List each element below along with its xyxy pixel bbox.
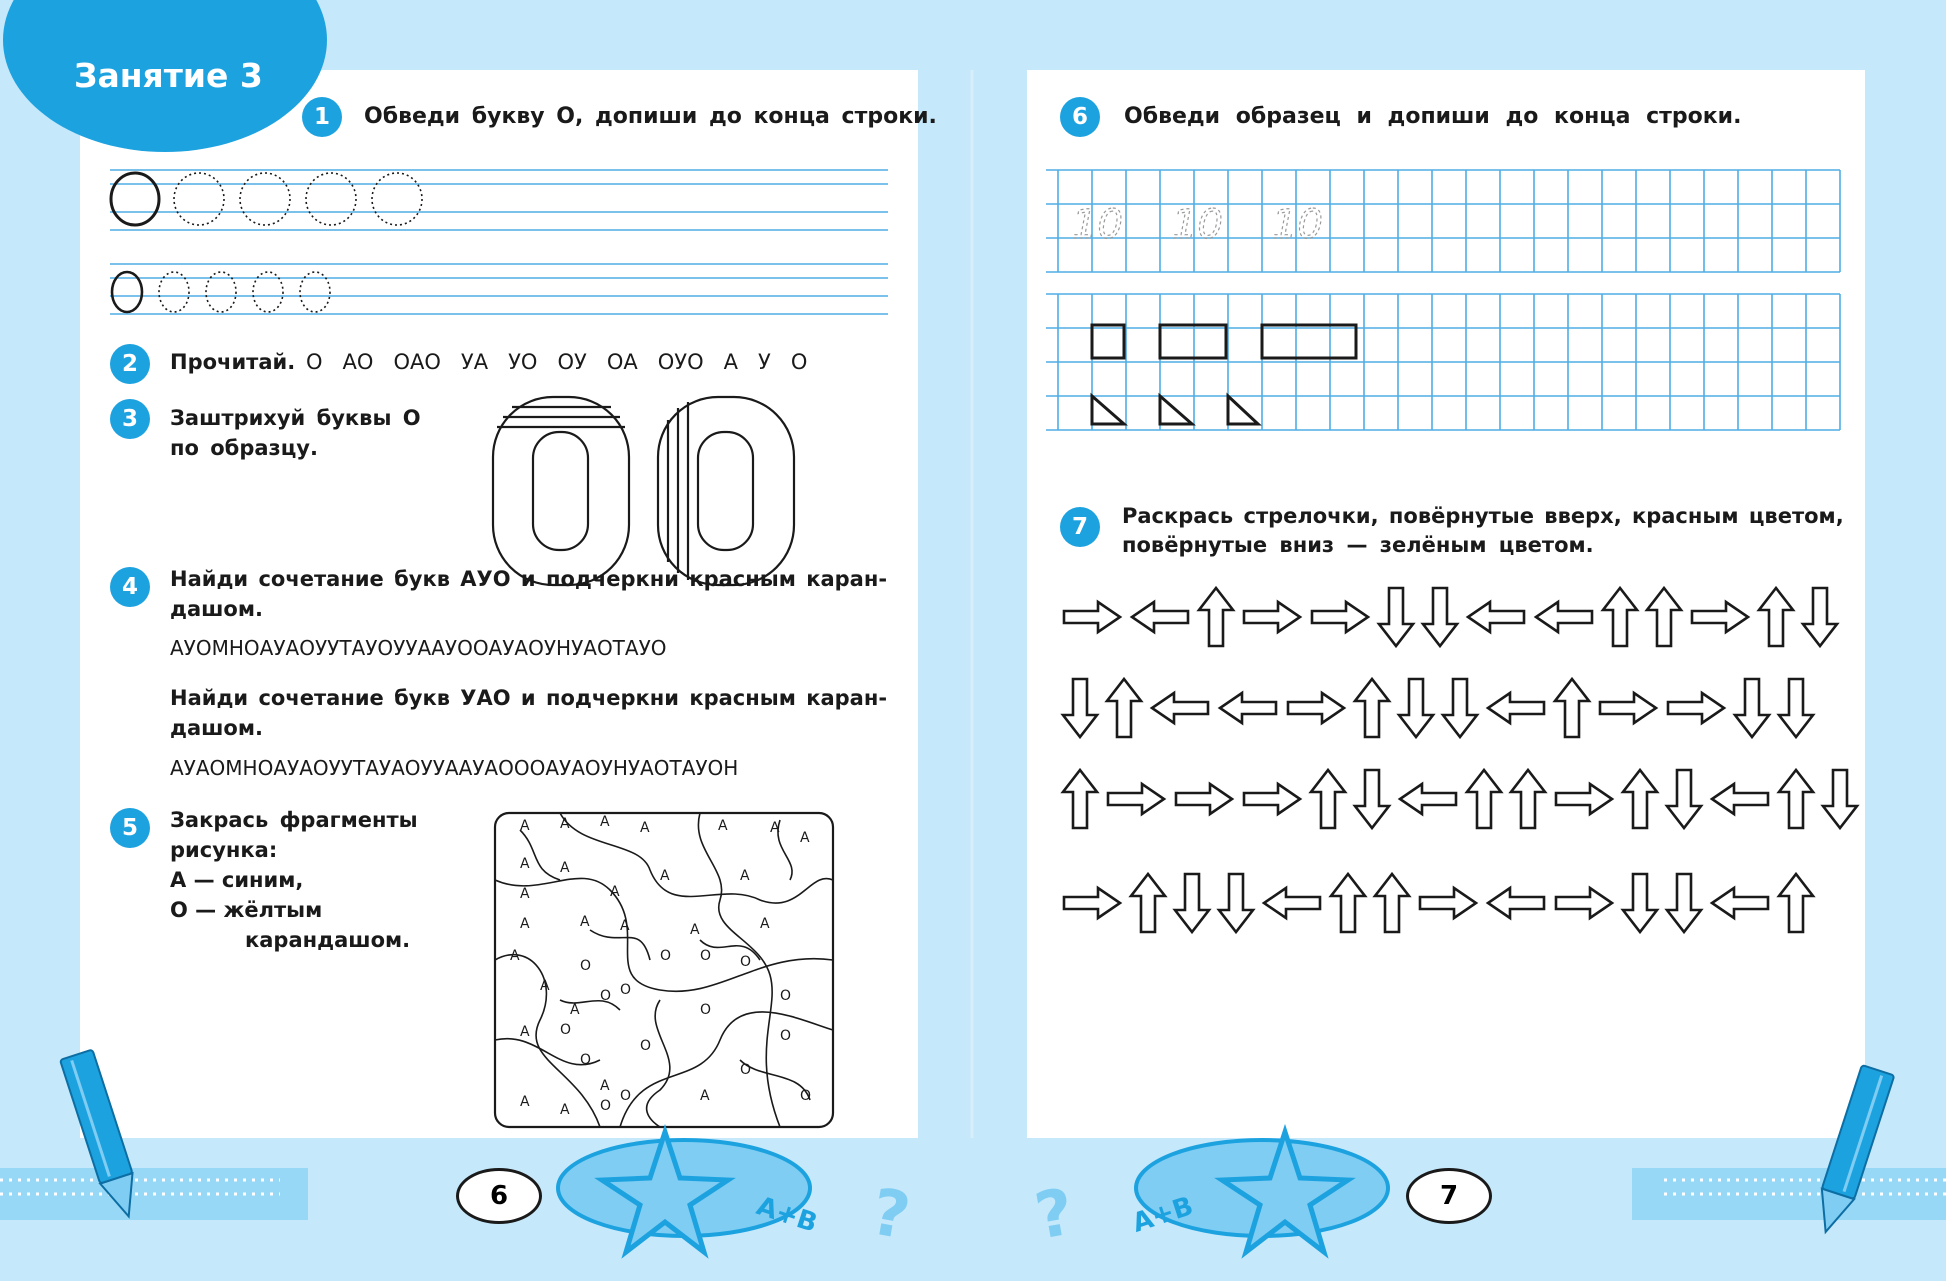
- picture-letter: О: [640, 1038, 652, 1054]
- picture-letter: О: [600, 1098, 612, 1114]
- task-number-4: 4: [110, 567, 150, 607]
- task1-text: Обведи букву О, допиши до конца строки.: [364, 104, 937, 129]
- picture-letter: О: [620, 982, 632, 998]
- picture-letter: О: [660, 948, 672, 964]
- task4-part2-line2: дашом.: [170, 716, 264, 740]
- task4-part2-string: АУАОМНОАУАОУУТАУАОУУААУАОООАУАОУНУАОТАУОН: [170, 756, 739, 780]
- footer-formula-left: А+В: [752, 1191, 821, 1239]
- task3-text-line1: Заштрихуй буквы О: [170, 406, 421, 430]
- task5-line5: карандашом.: [245, 928, 411, 952]
- star-badge-left-icon: [558, 1132, 810, 1252]
- picture-letter: А: [610, 884, 620, 900]
- svg-text:10: 10: [1272, 202, 1323, 248]
- task-number-2: 2: [110, 344, 150, 384]
- task4-part2-line1: Найди сочетание букв УАО и подчеркни красным каран-: [170, 686, 888, 710]
- picture-letter: А: [510, 948, 520, 964]
- picture-letter: О: [600, 988, 612, 1004]
- task3-text-line2: по образцу.: [170, 436, 318, 460]
- task-number-5: 5: [110, 808, 150, 848]
- picture-letter: А: [540, 978, 550, 994]
- svg-text:10: 10: [1072, 202, 1123, 248]
- task2-label: Прочитай.: [170, 350, 296, 374]
- task6-sample-digits: [1072, 202, 1323, 248]
- picture-letter: О: [580, 1052, 592, 1068]
- picture-letter: О: [700, 1002, 712, 1018]
- task7-text-line1: Раскрась стрелочки, повёрнутые вверх, красным цветом,: [1122, 504, 1844, 528]
- task-number-1: 1: [302, 97, 342, 137]
- page-number-left: 6: [456, 1168, 542, 1224]
- picture-letter: А: [520, 818, 530, 834]
- picture-letter: А: [600, 1078, 610, 1094]
- task4-part1-line2: дашом.: [170, 597, 264, 621]
- picture-letter: А: [760, 916, 770, 932]
- picture-letter: А: [600, 814, 610, 830]
- picture-letter: А: [770, 820, 780, 836]
- picture-letter: А: [560, 860, 570, 876]
- footer-formula-right: А+В: [1128, 1191, 1197, 1239]
- task6-text: Обведи образец и допиши до конца строки.: [1124, 104, 1742, 129]
- picture-letter: А: [570, 1002, 580, 1018]
- svg-text:10: 10: [1172, 202, 1223, 248]
- task-number-7: 7: [1060, 507, 1100, 547]
- picture-letter: О: [780, 1028, 792, 1044]
- picture-letter: О: [620, 1088, 632, 1104]
- lesson-title: Занятие 3: [74, 56, 263, 95]
- picture-letter: О: [560, 1022, 572, 1038]
- footer-question-left-icon: ?: [865, 1175, 916, 1255]
- picture-letter: О: [780, 988, 792, 1004]
- task2-letters: О АО ОАО УА УО ОУ ОА ОУО А У О: [306, 350, 808, 374]
- picture-letter: О: [800, 1088, 812, 1104]
- picture-letter: А: [660, 868, 670, 884]
- picture-letter: А: [560, 1102, 570, 1118]
- page-number-right: 7: [1406, 1168, 1492, 1224]
- task5-line4: О — жёлтым: [170, 898, 323, 922]
- picture-letter: О: [580, 958, 592, 974]
- task7-text-line2: повёрнутые вниз — зелёным цветом.: [1122, 533, 1594, 557]
- picture-letter: О: [740, 1062, 752, 1078]
- picture-letter: А: [640, 820, 650, 836]
- task4-part1-string: АУОМНОАУАОУУТАУОУУААУООАУАОУНУАОТАУО: [170, 636, 667, 660]
- task-number-3: 3: [110, 399, 150, 439]
- picture-letter: А: [800, 830, 810, 846]
- task-number-6: 6: [1060, 97, 1100, 137]
- picture-letter: А: [718, 818, 728, 834]
- picture-letter: А: [520, 886, 530, 902]
- picture-letter: А: [740, 868, 750, 884]
- picture-letter: А: [690, 922, 700, 938]
- picture-letter: О: [740, 954, 752, 970]
- picture-letter: А: [520, 856, 530, 872]
- picture-letter: А: [620, 918, 630, 934]
- picture-letter: А: [560, 816, 570, 832]
- picture-letter: А: [580, 914, 590, 930]
- star-badge-right-icon: [1136, 1132, 1388, 1252]
- picture-letter: А: [520, 1024, 530, 1040]
- picture-letter: А: [520, 1094, 530, 1110]
- picture-letter: О: [700, 948, 712, 964]
- picture-letter: А: [520, 916, 530, 932]
- task4-part1-line1: Найди сочетание букв АУО и подчеркни красным каран-: [170, 567, 888, 591]
- task5-line2: рисунка:: [170, 838, 278, 862]
- picture-letter: А: [700, 1088, 710, 1104]
- footer-question-right-icon: ?: [1029, 1175, 1080, 1255]
- task5-line3: А — синим,: [170, 868, 304, 892]
- task5-line1: Закрась фрагменты: [170, 808, 418, 832]
